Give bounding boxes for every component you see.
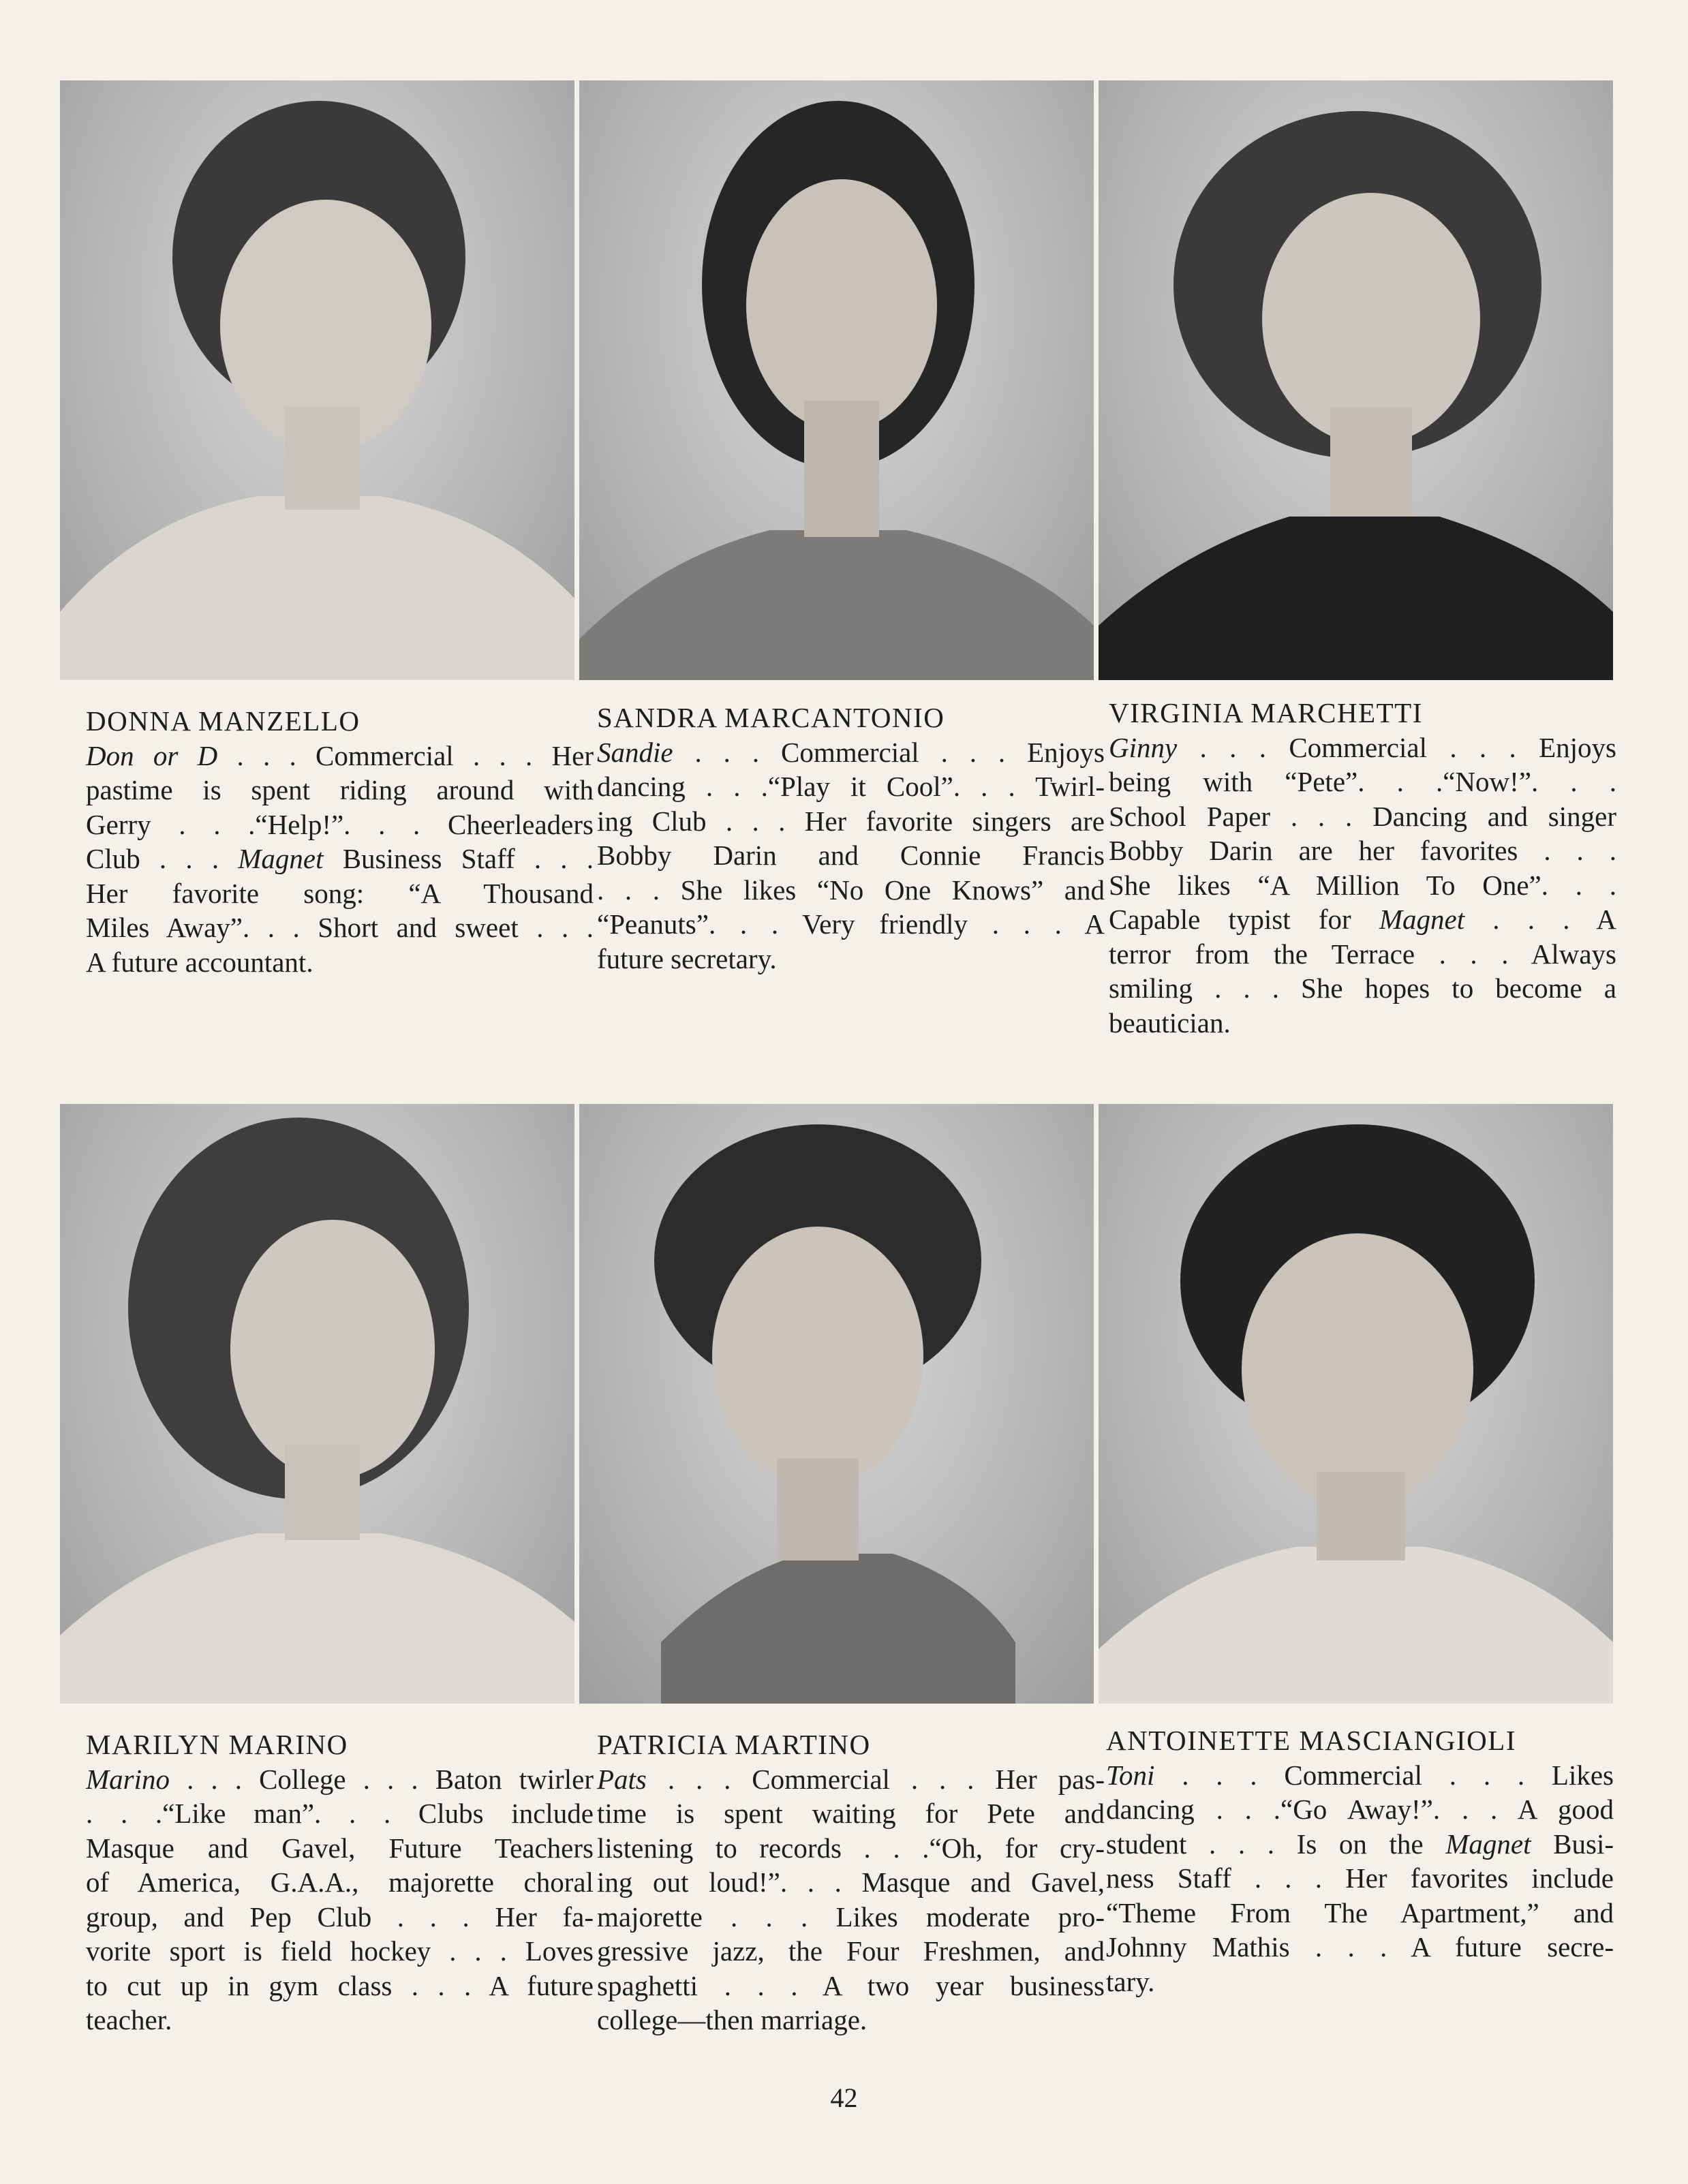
magazine-title: Magnet	[1445, 1828, 1531, 1860]
bio-line: She likes “A Million To One”. . .	[1109, 869, 1616, 901]
bio-line: “Theme From The Apartment,” and	[1106, 1896, 1614, 1928]
bio-text: Busi-	[1531, 1828, 1614, 1860]
bio-line: to cut up in gym class . . . A future	[86, 1969, 594, 2001]
bio-line: pastime is spent riding around with	[86, 774, 594, 805]
bio-line	[86, 1762, 594, 1797]
bio-line: college—then marriage.	[597, 2004, 868, 2035]
bio-line: Masque and Gavel, Future Teachers	[86, 1832, 594, 1864]
bio-line: School Paper . . . Dancing and singer	[1109, 800, 1616, 832]
bio-text: Club . . .	[86, 843, 239, 874]
bio-line: smiling . . . She hopes to become a	[1109, 972, 1616, 1004]
portrait-photo-virginia-marchetti	[1099, 80, 1613, 680]
bio-line	[86, 842, 594, 876]
bio-line: being with “Pete”. . .“Now!”. . .	[1109, 766, 1616, 797]
student-bio-donna-manzello	[86, 704, 594, 979]
bio-line	[1106, 1827, 1614, 1862]
bio-line: Her favorite song: “A Thousand	[86, 877, 594, 909]
student-name: ANTOINETTE MASCIANGIOLI	[1106, 1725, 1516, 1756]
bio-line	[1109, 902, 1616, 937]
bio-line	[1106, 1758, 1614, 1793]
bio-line: ness Staff . . . Her favorites include	[1106, 1862, 1614, 1894]
bio-line: ing out loud!”. . . Masque and Gavel,	[597, 1866, 1105, 1898]
nickname: Ginny	[1109, 731, 1178, 763]
bio-line: vorite sport is field hockey . . . Loves	[86, 1935, 594, 1967]
bio-line: terror from the Terrace . . . Always	[1109, 938, 1616, 970]
student-name: PATRICIA MARTINO	[597, 1729, 871, 1760]
bio-line: Miles Away”. . . Short and sweet . . .	[86, 912, 594, 943]
bio-line: tary.	[1106, 1965, 1155, 1997]
bio-line: Bobby Darin are her favorites . . .	[1109, 835, 1616, 866]
bio-text: student . . . Is on the	[1106, 1828, 1446, 1860]
bio-line: spaghetti . . . A two year business	[597, 1969, 1105, 2001]
bio-line: majorette . . . Likes moderate pro-	[597, 1901, 1105, 1933]
bio-line: time is spent waiting for Pete and	[597, 1798, 1105, 1829]
bio-line: listening to records . . .“Oh, for cry-	[597, 1832, 1105, 1864]
student-bio-virginia-marchetti	[1109, 696, 1616, 1040]
student-bio-patricia-martino	[597, 1727, 1105, 2037]
portrait-photo-patricia-martino	[579, 1104, 1094, 1704]
bio-line: Gerry . . .“Help!”. . . Cheerleaders	[86, 808, 594, 840]
bio-text: . . . Commercial . . . Her pas-	[646, 1763, 1105, 1795]
bio-line: of America, G.A.A., majorette choral	[86, 1866, 594, 1898]
bio-line: group, and Pep Club . . . Her fa-	[86, 1901, 594, 1933]
bio-text: . . . Commercial . . . Her	[217, 739, 594, 771]
bio-line: beautician.	[1109, 1006, 1231, 1039]
bio-line: Bobby Darin and Connie Francis	[597, 840, 1105, 871]
bio-text: . . . A	[1464, 904, 1616, 935]
bio-line: gressive jazz, the Four Freshmen, and	[597, 1935, 1105, 1967]
portrait-photo-donna-manzello	[60, 80, 574, 680]
bio-text: . . . Commercial . . . Enjoys	[1177, 731, 1616, 763]
bio-text: . . . College . . . Baton twirler	[170, 1763, 594, 1795]
student-bio-marilyn-marino	[86, 1727, 594, 2037]
nickname: Pats	[597, 1763, 647, 1795]
bio-line: dancing . . .“Go Away!”. . . A good	[1106, 1794, 1614, 1825]
bio-line	[597, 735, 1105, 770]
student-name: SANDRA MARCANTONIO	[597, 702, 945, 733]
nickname: Toni	[1106, 1759, 1155, 1791]
nickname: Sandie	[597, 736, 673, 768]
bio-line	[597, 1762, 1105, 1797]
bio-line: Johnny Mathis . . . A future secre-	[1106, 1931, 1614, 1963]
nickname: Don or D	[86, 739, 218, 771]
student-bio-sandra-marcantonio	[597, 701, 1105, 976]
bio-line: ing Club . . . Her favorite singers are	[597, 805, 1105, 837]
bio-text: . . . Commercial . . . Enjoys	[673, 736, 1105, 768]
portrait-photo-antoinette-masciangioli	[1099, 1104, 1613, 1704]
magazine-title: Magnet	[238, 843, 324, 874]
bio-line: teacher.	[86, 2004, 172, 2035]
portrait-photo-marilyn-marino	[60, 1104, 574, 1704]
bio-text: Capable typist for	[1109, 904, 1379, 935]
bio-line	[1109, 730, 1616, 765]
bio-text: Business Staff . . .	[323, 843, 594, 874]
student-bio-antoinette-masciangioli	[1106, 1723, 1614, 1999]
student-name: VIRGINIA MARCHETTI	[1109, 697, 1423, 728]
page-number: 42	[830, 2082, 858, 2113]
bio-line: “Peanuts”. . . Very friendly . . . A	[597, 908, 1105, 940]
student-name: DONNA MANZELLO	[86, 705, 360, 737]
bio-line: future secretary.	[597, 942, 777, 974]
bio-line: . . . She likes “No One Knows” and	[597, 874, 1105, 906]
magazine-title: Magnet	[1379, 904, 1465, 935]
bio-line: A future accountant.	[86, 946, 313, 978]
bio-line: dancing . . .“Play it Cool”. . . Twirl-	[597, 771, 1105, 802]
portrait-photo-sandra-marcantonio	[579, 80, 1094, 680]
bio-line	[86, 739, 594, 773]
student-name: MARILYN MARINO	[86, 1729, 348, 1760]
bio-text: . . . Commercial . . . Likes	[1154, 1759, 1614, 1791]
nickname: Marino	[86, 1763, 170, 1795]
bio-line: . . .“Like man”. . . Clubs include	[86, 1798, 594, 1829]
